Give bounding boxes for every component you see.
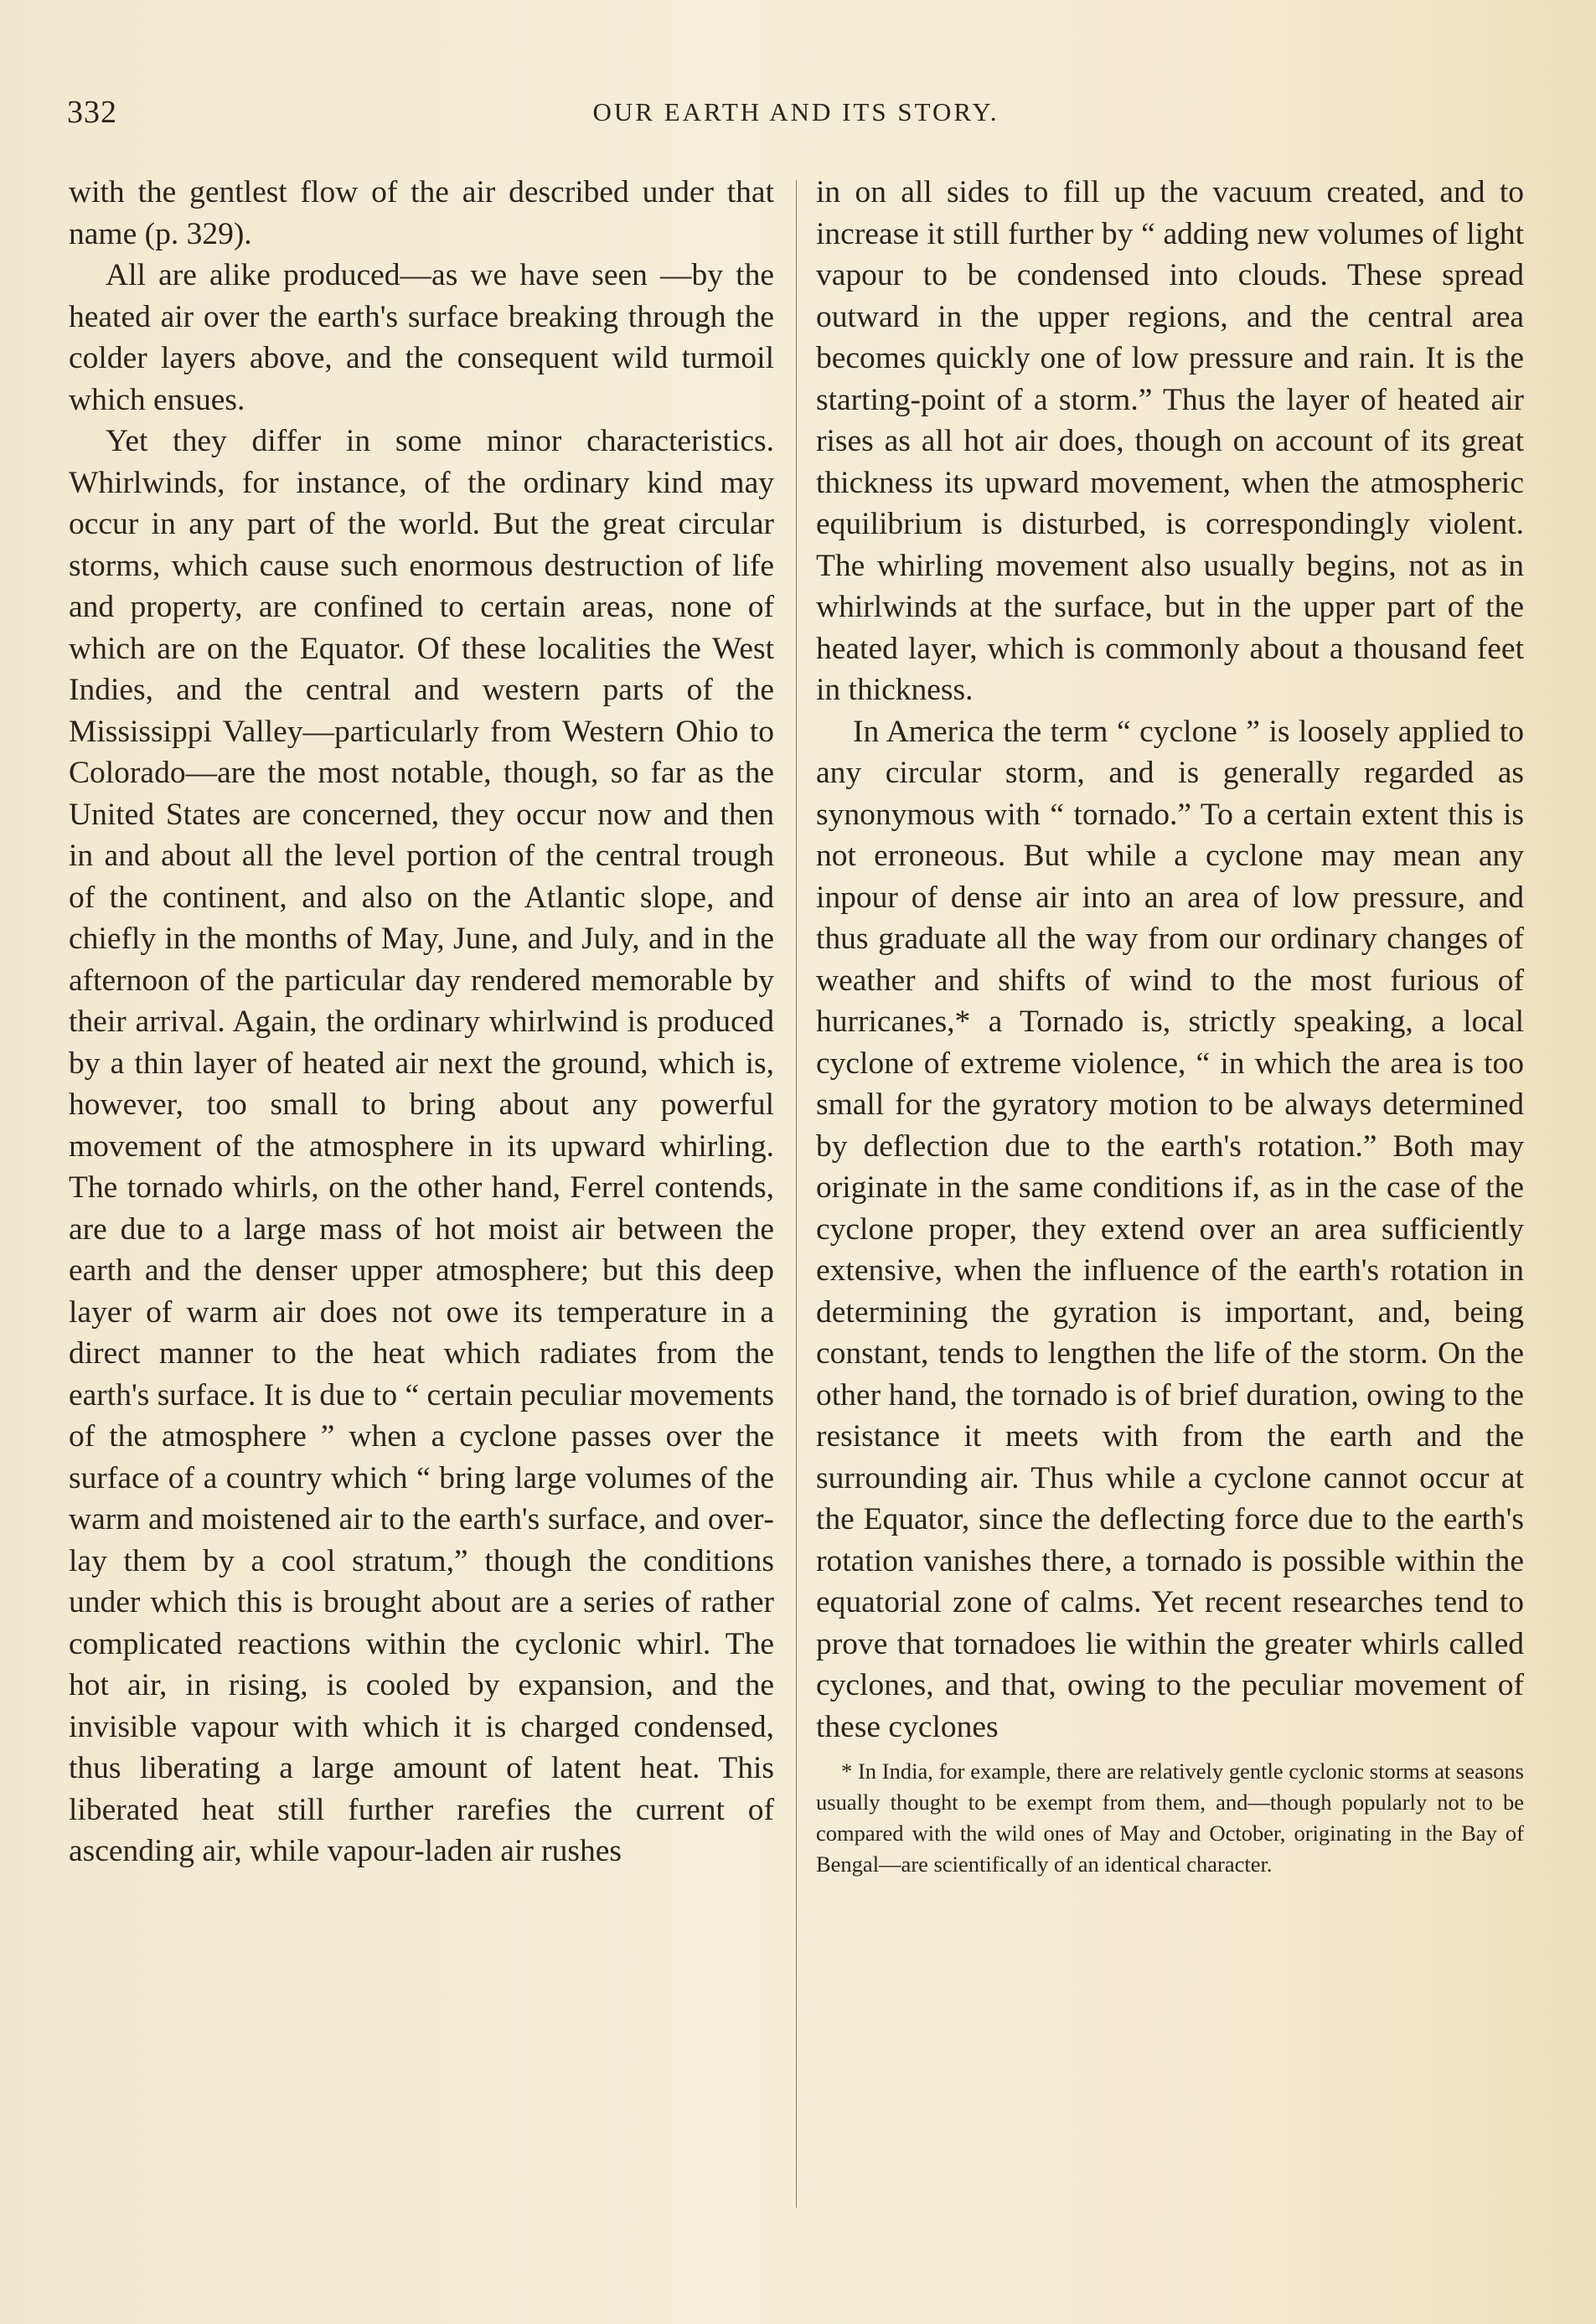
footnote xyxy=(816,1756,1524,1880)
left-column xyxy=(69,172,774,1872)
right-column xyxy=(816,172,1524,1880)
page-number: 332 xyxy=(67,95,117,130)
paragraph: All are alike produced—as we have seen —by the heated air over the earth's surface breaking through the colder layers above, and the consequent wild turmoil which ensues. xyxy=(69,258,774,417)
paragraph: in on all sides to fill up the vacuum created, and to increase it still further by “ adding new volumes of light vapour to be condensed into clouds. These spread outward in the upper regions, and the central area becomes quickly one of low pressure and rain. It is the starting-point of a storm.” Thus the layer of heated air rises as all hot air does, though on account of its great thickness its upward movement, when the atmospheric equilibrium is disturbed, is correspondingly violent. The whirling movement also usually begins, not as in whirlwinds at the surface, but in the upper part of the heated layer, which is commonly about a thousand feet in thickness. xyxy=(816,175,1524,707)
paragraph: Yet they differ in some minor characteristics. Whirlwinds, for instance, of the ordinary kind may occur in any part of the world. But the great circular storms, which cause such enormous destruction of life and property, are confined to certain areas, none of which are on the Equator. Of these localities the West Indies, and the central and western parts of the Mississippi Valley—particularly from Western Ohio to Colorado—are the most notable, though, so far as the United States are concerned, they occur now and then in and about all the level portion of the central trough of the continent, and also on the Atlantic slope, and chiefly in the months of May, June, and July, and in the afternoon of the particular day rendered memorable by their arrival. Again, the ordinary whirlwind is produced by a thin layer of heated air next the ground, which is, however, too small to bring about any powerful movement of the atmosphere in its upward whirling. The tornado whirls, on the other hand, Ferrel contends, are due to a large mass of hot moist air between the earth and the denser upper atmosphere; but this deep layer of warm air does not owe its temperature in a direct manner to the heat which radiates from the earth's surface. It is due to “ certain peculiar movements of the atmosphere ” when a cyclone passes over the surface of a country which “ bring large volumes of the warm and moistened air to the earth's surface, and overlay them by a cool stratum,” though the conditions under which this is brought about are a series of rather complicated reactions within the cyclonic whirl. The hot air, in rising, is cooled by expansion, and the invisible vapour with which it is charged condensed, thus liberating a large amount of latent heat. This liberated heat still further rarefies the current of ascending air, while vapour-laden air rushes xyxy=(69,424,774,1868)
footnote-text: * In India, for example, there are relatively gentle cyclonic storms at seasons usually thought to be exempt from them, and—though popularly not to be compared with the wild ones of May and October, originating in the Bay of Bengal—are scientifically of an identical character. xyxy=(816,1758,1524,1877)
running-head xyxy=(67,94,1525,144)
column-divider xyxy=(796,180,797,2208)
paragraph: In America the term “ cyclone ” is loosely applied to any circular storm, and is generally regarded as synonymous with “ tornado.” To a certain extent this is not erroneous. But while a cyclone may mean any inpour of dense air into an area of low pressure, and thus graduate all the way from our ordinary changes of weather and shifts of wind to the most furious of hurricanes,* a Tornado is, strictly speaking, a local cyclone of extreme violence, “ in which the area is too small for the gyratory motion to be always determined by deflection due to the earth's rotation.” Both may originate in the same conditions if, as in the case of the cyclone proper, they extend over an area sufficiently extensive, when the influence of the earth's rotation in determining the gyration is important, and, being constant, tends to lengthen the life of the storm. On the other hand, the tornado is of brief duration, owing to the resistance it meets with from the earth and the surrounding air. Thus while a cyclone cannot occur at the Equator, since the deflecting force due to the earth's rotation vanishes there, a tornado is possible within the equatorial zone of calms. Yet recent researches tend to prove that tornadoes lie within the greater whirls called cyclones, and that, owing to the peculiar movement of these cyclones xyxy=(816,714,1524,1744)
running-title: OUR EARTH AND ITS STORY. xyxy=(592,97,999,127)
paragraph: with the gentlest flow of the air described under that name (p. 329). xyxy=(69,175,774,251)
